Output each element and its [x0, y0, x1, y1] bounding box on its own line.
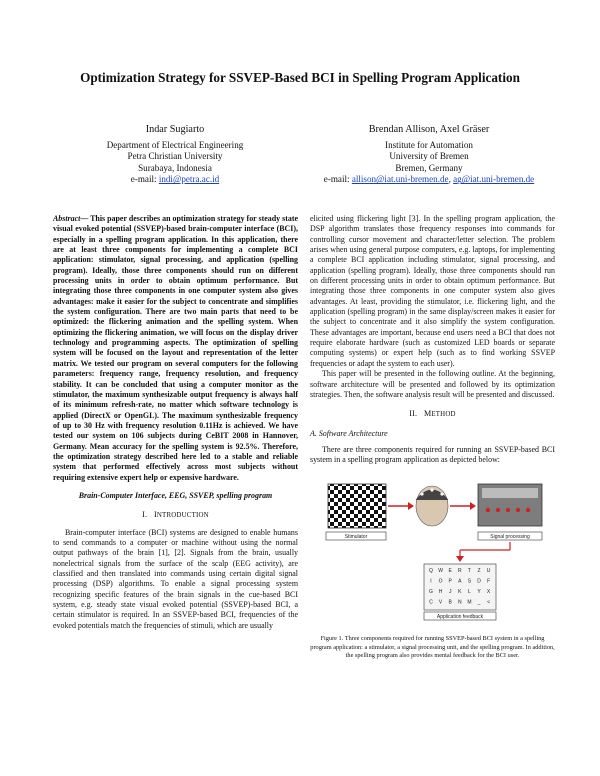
body-paragraph-2: This paper will be presented in the following outline. At the beginning, software architecture will be presented and followed by its optimization strategies. Then, the software analysis result will be presented and discussed.	[310, 369, 555, 399]
abstract	[53, 214, 298, 483]
speller-letter: K	[458, 588, 462, 595]
author-1-dept: Department of Electrical Engineering	[106, 139, 244, 150]
speller-letter: <	[487, 599, 491, 606]
speller-letter: F	[487, 578, 491, 585]
signal-processing-icon	[478, 484, 542, 540]
subsection-heading-software-architecture: A. Software Architecture	[310, 428, 388, 438]
speller-letter: M	[467, 599, 472, 606]
section-number: I.	[142, 510, 148, 520]
speller-letter: U	[486, 567, 491, 574]
abstract-lead: Abstract	[53, 214, 81, 223]
speller-letter: C	[429, 599, 433, 606]
speller-letter: S	[467, 578, 472, 585]
keywords: Brain-Computer Interface, EEG, SSVEP, spelling program	[78, 490, 273, 500]
stimulator-label: Stimulator	[344, 533, 368, 540]
author-1-university: Petra Christian University	[127, 151, 223, 162]
author-2-name: Brendan Allison, Axel Gräser	[368, 124, 490, 135]
author-2-location: Bremen, Germany	[395, 162, 463, 173]
speller-letter: H	[438, 588, 443, 595]
speller-letter: B	[448, 599, 452, 606]
figure-1	[310, 470, 555, 660]
speller-letter: _	[477, 599, 481, 606]
speller-letter: J	[448, 588, 452, 595]
paper-title: Optimization Strategy for SSVEP-Based BCI in Spelling Program Application	[80, 70, 520, 85]
speller-letter: Z	[477, 567, 481, 574]
arrow-head-icon	[408, 502, 414, 510]
eeg-user-icon	[416, 486, 448, 526]
author-1-email-line	[40, 174, 310, 186]
left-column	[53, 214, 298, 631]
author-2-email-link-1[interactable]: allison@iat.uni-bremen.de	[351, 174, 449, 185]
speller-letter: W	[438, 567, 443, 574]
speller-letter: Y	[477, 588, 481, 595]
speller-letter: R	[457, 567, 462, 574]
abstract-text: This paper describes an optimization strategy for steady state visual evoked potential (SSVEP)-based brain-computer interface (BCI), especially in a spelling program application. In this application, there are at least three components for implementing a complete BCI application: stimulator, signal processing, and application (spelling program). Ideally, those three components should run on different processing units in order to obtain optimum performance. But integrating those three components in one computer system also gives advantages: make it easier for the subject to concentrate and simplifies the system configuration. There are two main parts that need to be optimized: the flickering animation and the spelling system. When optimizing the flickering animation, we will focus on the display driver technology and programming aspects. The optimization of spelling system will be focused on the layout and representation of the letter matrix. We tested our program on several computers for the following parameters: frequency range, frequency resolution, and frequency stability. It can be concluded that using a computer monitor as the stimulator, the maximum synthesizable output frequency is always half of its minimum refresh-rate, no matter which software technology is applied (DirectX or OpenGL). The maximum synthesizable frequency of up to 30 Hz with frequency resolution 0.11Hz is achieved. We have tested our system on 106 subjects during CeBIT 2008 in Hannover, Germany. Mean accuracy for the spelling system is 92.5%. Therefore, the optimization strategy described here led to a stable and reliable system that performed effectively across most subjects without requiring extensive expert help or expensive hardware.	[53, 214, 299, 482]
speller-letter: I	[430, 578, 432, 585]
author-2-email-line: e-mail: allison@iat.uni-bremen.de, ag@iat.uni-bremen.de	[323, 174, 535, 185]
intro-paragraph: Brain-computer interface (BCI) systems are designed to enable humans to send commands to a computer or machine without using the normal output pathways of the brain [1], [2]. Signals from the brain, usually nonelectrical signals from the surface of the scalp (EEG activity), are classified and then translated into commands using certain digital signal processing (DSP) algorithms. To enable a signal processing system recognizing specific features of the brain signals in the cue-based BCI system, e.g. steady state visual evoked potential (SSVEP)-based BCI, a certain stimulator is required. In an SSVEP-based BCI, frequencies of the evoked potentials match the frequencies of stimuli, which are usually	[53, 527, 298, 630]
author-2-university: University of Bremen	[389, 151, 469, 162]
speller-letter: O	[438, 578, 443, 585]
speller-letter: A	[458, 578, 462, 585]
speller-letter: G	[429, 588, 433, 595]
figure-1-caption: Figure 1. Three components required for running SSVEP-based BCI system in a spelling program application: a stimulator, a signal processing unit, and the spelling program. In addition, the spelling program also provides mental feedback for the BCI user.	[310, 634, 555, 660]
speller-letter: Q	[429, 567, 433, 574]
stimulator-icon	[326, 484, 386, 540]
body-paragraph-3: There are three components required for running an SSVEP-based BCI system in a spelling program application as depicted below:	[310, 444, 555, 465]
arrow-head-icon	[456, 556, 464, 562]
speller-matrix-icon	[424, 564, 496, 610]
section-title-rest: NTRODUCTION	[156, 512, 209, 520]
email-label: e-mail:	[130, 174, 159, 185]
author-1-location: Surabaya, Indonesia	[138, 162, 212, 173]
section-heading-method	[310, 409, 555, 420]
section-number: II.	[409, 409, 418, 419]
figure-1-diagram	[310, 470, 555, 630]
email-label: e-mail:	[323, 174, 352, 185]
section-title-rest: ETHOD	[431, 411, 456, 419]
speller-letter: P	[448, 578, 452, 585]
author-1-email-link[interactable]: indi@petra.ac.id	[158, 174, 220, 185]
author-1	[40, 124, 310, 186]
author-2-email-link-2[interactable]: ag@iat.uni-bremen.de	[453, 174, 535, 185]
speller-letter: T	[467, 567, 471, 574]
section-initial: I	[153, 510, 157, 520]
author-1-name: Indar Sugiarto	[145, 124, 205, 135]
speller-letter: V	[438, 599, 443, 606]
speller-letter: N	[457, 599, 462, 606]
section-initial: M	[423, 409, 432, 419]
body-paragraph-1: elicited using flickering light [3]. In the spelling program application, the DSP algorithm translates those frequency responses into commands for controlling cursor movement and character/letter selection. The problem arises when using general purpose computers, e.g. laptops, for implementing a complete BCI application including stimulator, signal processing, and application (spelling program). Ideally, those three components should run on different processing units in order to obtain optimum performance. But integrating those three components in one computer system also gives advantages. At least, providing the stimulator, i.e. flickering light, and the application (spelling program) in the same display/screen makes it easier for the subject to concentrate and it also simplify the system configuration. These advantages are important, because end users need a BCI that does not require elaborate hardware (such as customized LED boards or separate computing systems) or expert help (such as to find working SSVEP frequencies or adapt the system to each user).	[310, 214, 555, 368]
application-feedback-label: Application feedback	[436, 613, 484, 620]
author-2-institute: Institute for Automation	[385, 139, 473, 150]
right-column	[310, 214, 555, 660]
arrow-head-icon	[470, 502, 476, 510]
speller-letter: D	[477, 578, 481, 585]
author-2	[318, 124, 540, 186]
signal-processing-label: Signal processing	[490, 533, 530, 540]
section-heading-introduction	[53, 510, 298, 521]
speller-letter: X	[486, 588, 491, 595]
speller-letter: L	[468, 588, 471, 595]
speller-letter: E	[448, 567, 452, 574]
abstract-dash: —	[80, 214, 91, 223]
